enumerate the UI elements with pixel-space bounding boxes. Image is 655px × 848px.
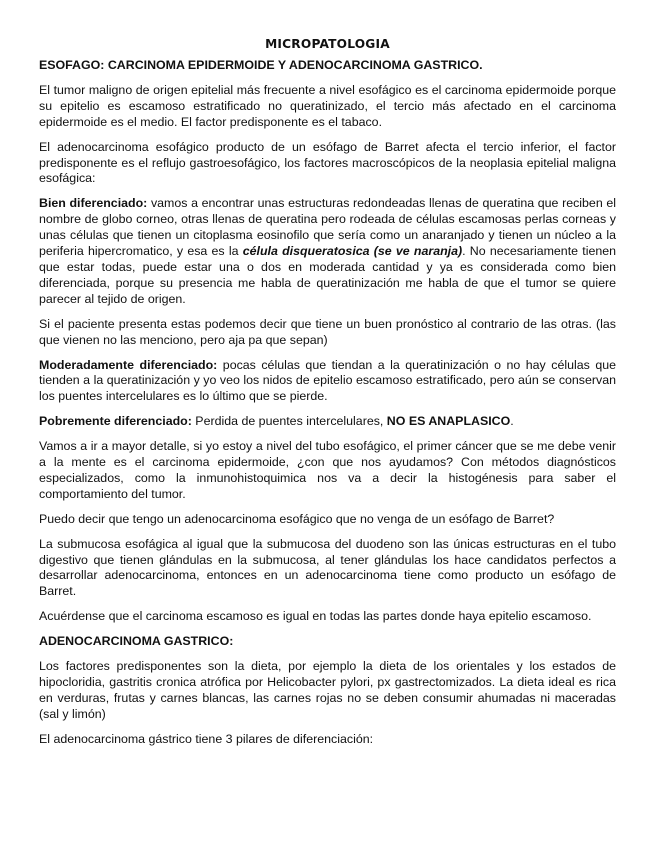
pobremente-diferenciado-label: Pobremente diferenciado:	[39, 414, 192, 429]
document-title: MICROPATOLOGIA	[265, 37, 390, 51]
paragraph-detalle-diagnostico: Vamos a ir a mayor detalle, si yo estoy a nivel del tubo esofágico, el primer cáncer que se me debe venir a la mente es el carcinoma epidermoide, ¿con que nos ayudamos? Con métodos diagnósticos especializados, como la inmunohistoquimica nos va a decir la histogénesis para saber el comportamiento del tumor.	[39, 439, 616, 501]
bien-diferenciado-text-a: vamos a encontrar unas estructuras redondeadas llenas de queratina que reciben el nombre de globo corneo, otras llenas de queratina pero rodeada de células escamosas perlas corneas y unas células que tienen un citoplasma eosinofilo que sería como un anaranjado y tienen un núcleo a la periferia hipercromatico, y esa es la	[39, 196, 616, 259]
paragraph-carcinoma-escamoso: Acuérdense que el carcinoma escamoso es igual en todas las partes donde haya epitelio escamoso.	[39, 609, 592, 624]
paragraph-moderadamente-diferenciado	[39, 358, 616, 406]
pobremente-diferenciado-text: Perdida de puentes intercelulares,	[191, 414, 387, 429]
paragraph-pregunta-barret: Puedo decir que tengo un adenocarcinoma esofágico que no venga de un esófago de Barret?	[39, 511, 555, 526]
section-heading-adenocarcinoma-gastrico: ADENOCARCINOMA GASTRICO:	[39, 634, 234, 649]
paragraph-pobremente-diferenciado	[39, 414, 616, 430]
paragraph-pilares-diferenciacion: El adenocarcinoma gástrico tiene 3 pilares de diferenciación:	[39, 731, 374, 746]
paragraph-bien-diferenciado	[39, 196, 616, 307]
paragraph-intro-epidermoide: El tumor maligno de origen epitelial más frecuente a nivel esofágico es el carcinoma epidermoide porque su epitelio es escamoso estratificado no queratinizado, el tercio más afectado en el carcinoma epidermoide es el medio. El factor predisponente es el tabaco.	[39, 82, 616, 129]
pobremente-diferenciado-end: .	[510, 414, 514, 429]
paragraph-pronostico: Si el paciente presenta estas podemos decir que tiene un buen pronóstico al contrario de las otras. (las que vienen no las menciono, pero aja pa que sepan)	[39, 316, 616, 347]
bien-diferenciado-text-b: . No necesariamente tienen que estar todas, puede estar una o dos en moderada cantidad y ya es considerada como bien diferenciada, porque su presencia me habla de queratinización me habla de que el tumor se quiere parecer al tejido de origen.	[39, 244, 617, 306]
bien-diferenciado-label: Bien diferenciado:	[39, 196, 148, 211]
moderadamente-diferenciado-text: pocas células que tiendan a la queratinización o no hay células que tienden a la queratinización y yo veo los nidos de epitelio escamoso estratificado, pero aún se conservan los puentes intercelulares es lo último que se pierde.	[39, 357, 616, 404]
moderadamente-diferenciado-label: Moderadamente diferenciado:	[39, 357, 218, 372]
paragraph-submucosa: La submucosa esofágica al igual que la submucosa del duodeno son las únicas estructuras en el tubo digestivo que tienen glándulas en la submucosa, al tener glándulas los hace candidatos perfectos a desarrollar adenocarcinoma, entonces en un adenocarcinoma tiene como producto un esófago de Barret.	[39, 536, 616, 599]
paragraph-factores-predisponentes: Los factores predisponentes son la dieta, por ejemplo la dieta de los orientales y los estados de hipocloridia, gastritis cronica atrófica por Helicobacter pylori, px gastrectomizados. La dieta ideal es rica en verduras, frutas y carnes blancas, las carnes rojas no se deben consumir ahumadas ni maceradas (sal y limón)	[39, 659, 616, 721]
no-es-anaplasico-emphasis: NO ES ANAPLASICO	[386, 414, 511, 429]
paragraph-adenocarcinoma-esofagico: El adenocarcinoma esofágico producto de un esófago de Barret afecta el tercio inferior, el factor predisponente es el reflujo gastroesofágico, los factores macroscópicos de la neoplasia epitelial maligna esofágica:	[39, 139, 616, 186]
celula-disqueratosica-emphasis: célula disqueratosica (se ve naranja)	[242, 244, 463, 259]
section-heading-esofago: ESOFAGO: CARCINOMA EPIDERMOIDE Y ADENOCARCINOMA GASTRICO.	[39, 58, 483, 72]
